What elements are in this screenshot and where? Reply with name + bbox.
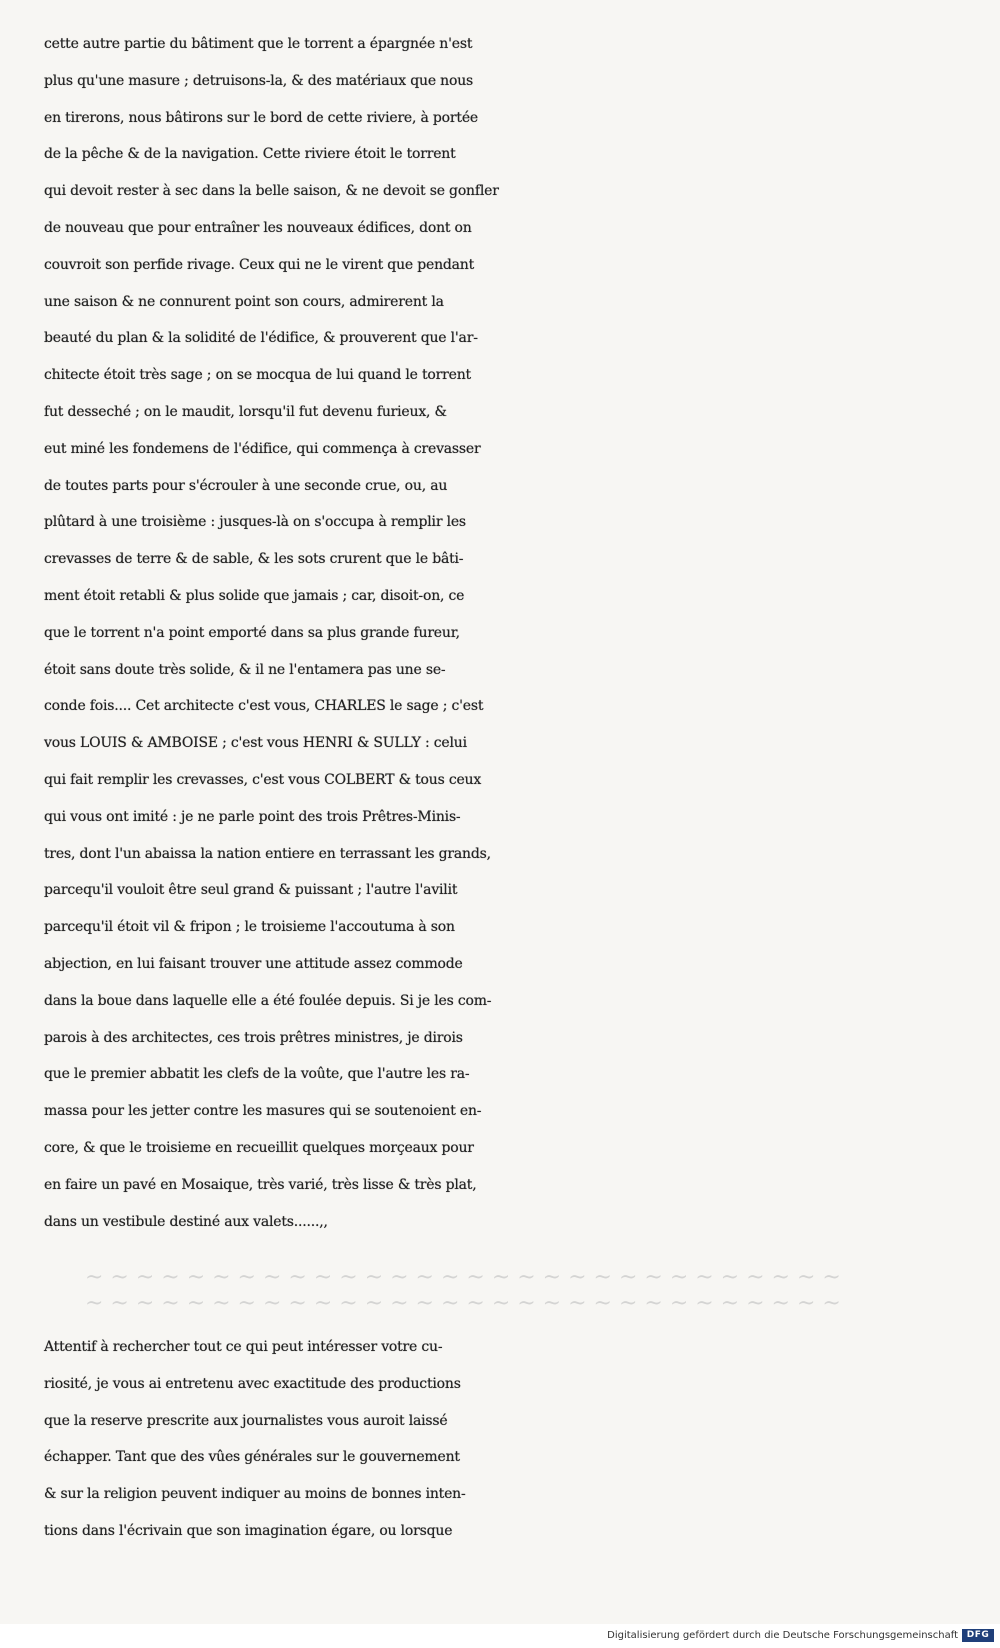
text-line: beauté du plan & la solidité de l'édifice, & prouverent que l'ar- — [44, 330, 478, 347]
text-line: ment étoit retabli & plus solide que jamais ; car, disoit-on, ce — [44, 587, 465, 604]
text-line: en faire un pavé en Mosaique, très varié, très lisse & très plat, — [44, 1176, 477, 1193]
text-line: abjection, en lui faisant trouver une attitude assez commode — [44, 955, 463, 972]
text-line: Attentif à rechercher tout ce qui peut intéresser votre cu- — [44, 1339, 443, 1355]
text-line: conde fois.... Cet architecte c'est vous, CHARLES le sage ; c'est — [44, 698, 484, 715]
dfg-logo: DFG — [962, 1629, 994, 1642]
text-line: que le premier abbatit les clefs de la voûte, que l'autre les ra- — [44, 1066, 470, 1083]
text-line: que le torrent n'a point emporté dans sa plus grande fureur, — [44, 624, 460, 641]
text-line: cette autre partie du bâtiment que le torrent a épargnée n'est — [44, 36, 473, 52]
bleed-through-text: ~ ~ ~ ~ ~ ~ ~ ~ ~ ~ ~ ~ ~ ~ ~ ~ ~ ~ ~ ~ ~ ~ ~ ~ ~ ~ ~ ~ ~ ~ ~ ~ ~ ~ ~ ~ ~ ~ ~ ~ ~ ~ ~ ~ ~ ~ ~ ~ ~ ~ ~ ~ ~ ~ ~ ~ ~ ~ ~ ~ — [85, 1265, 841, 1316]
text-line: qui vous ont imité : je ne parle point des trois Prêtres-Minis- — [44, 808, 461, 825]
text-line: chitecte étoit très sage ; on se mocqua de lui quand le torrent — [44, 367, 471, 384]
digitization-footer — [0, 1624, 1000, 1648]
text-line: massa pour les jetter contre les masures qui se soutenoient en- — [44, 1103, 482, 1120]
text-line: parcequ'il vouloit être seul grand & puissant ; l'autre l'avilit — [44, 882, 458, 899]
funding-credit: Digitalisierung gefördert durch die Deutsche Forschungsgemeinschaft — [607, 1630, 958, 1641]
paragraph-2 — [44, 1329, 984, 1550]
text-line: en tirerons, nous bâtirons sur le bord de cette riviere, à portée — [44, 109, 478, 126]
text-line: dans la boue dans laquelle elle a été foulée depuis. Si je les com- — [44, 992, 492, 1009]
text-line: core, & que le troisieme en recueillit quelques morçeaux pour — [44, 1139, 474, 1156]
text-line: une saison & ne connurent point son cours, admirerent la — [44, 293, 444, 310]
text-line: que la reserve prescrite aux journalistes vous auroit laissé — [44, 1412, 448, 1429]
text-line: tions dans l'écrivain que son imagination égare, ou lorsque — [44, 1522, 453, 1539]
text-line: couvroit son perfide rivage. Ceux qui ne le virent que pendant — [44, 256, 475, 273]
text-line: eut miné les fondemens de l'édifice, qui commença à crevasser — [44, 440, 481, 457]
text-line: de nouveau que pour entraîner les nouveaux édifices, dont on — [44, 219, 472, 236]
text-line: échapper. Tant que des vûes générales sur le gouvernement — [44, 1449, 460, 1466]
text-line: dans un vestibule destiné aux valets......,, — [44, 1213, 328, 1230]
text-line: plûtard à une troisième : jusques-là on s'occupa à remplir les — [44, 514, 466, 531]
text-line: étoit sans doute très solide, & il ne l'entamera pas une se- — [44, 661, 446, 678]
text-line: & sur la religion peuvent indiquer au moins de bonnes inten- — [44, 1486, 466, 1503]
text-line: tres, dont l'un abaissa la nation entiere en terrassant les grands, — [44, 845, 491, 862]
text-line: crevasses de terre & de sable, & les sots crurent que le bâti- — [44, 551, 464, 568]
text-line: vous LOUIS & AMBOISE ; c'est vous HENRI & SULLY : celui — [44, 735, 467, 752]
text-line: qui fait remplir les crevasses, c'est vous COLBERT & tous ceux — [44, 771, 482, 788]
text-line: fut desseché ; on le maudit, lorsqu'il fut devenu furieux, & — [44, 403, 447, 420]
text-line: de toutes parts pour s'écrouler à une seconde crue, ou, au — [44, 477, 448, 494]
paragraph-1 — [44, 26, 984, 1240]
text-line: parois à des architectes, ces trois prêtres ministres, je dirois — [44, 1029, 463, 1046]
text-line: qui devoit rester à sec dans la belle saison, & ne devoit se gonfler — [44, 183, 499, 200]
text-line: plus qu'une masure ; detruisons-la, & des matériaux que nous — [44, 72, 474, 89]
text-line: riosité, je vous ai entretenu avec exactitude des productions — [44, 1375, 461, 1392]
text-line: de la pêche & de la navigation. Cette riviere étoit le torrent — [44, 146, 456, 163]
text-line: parcequ'il étoit vil & fripon ; le troisieme l'accoutuma à son — [44, 919, 455, 936]
